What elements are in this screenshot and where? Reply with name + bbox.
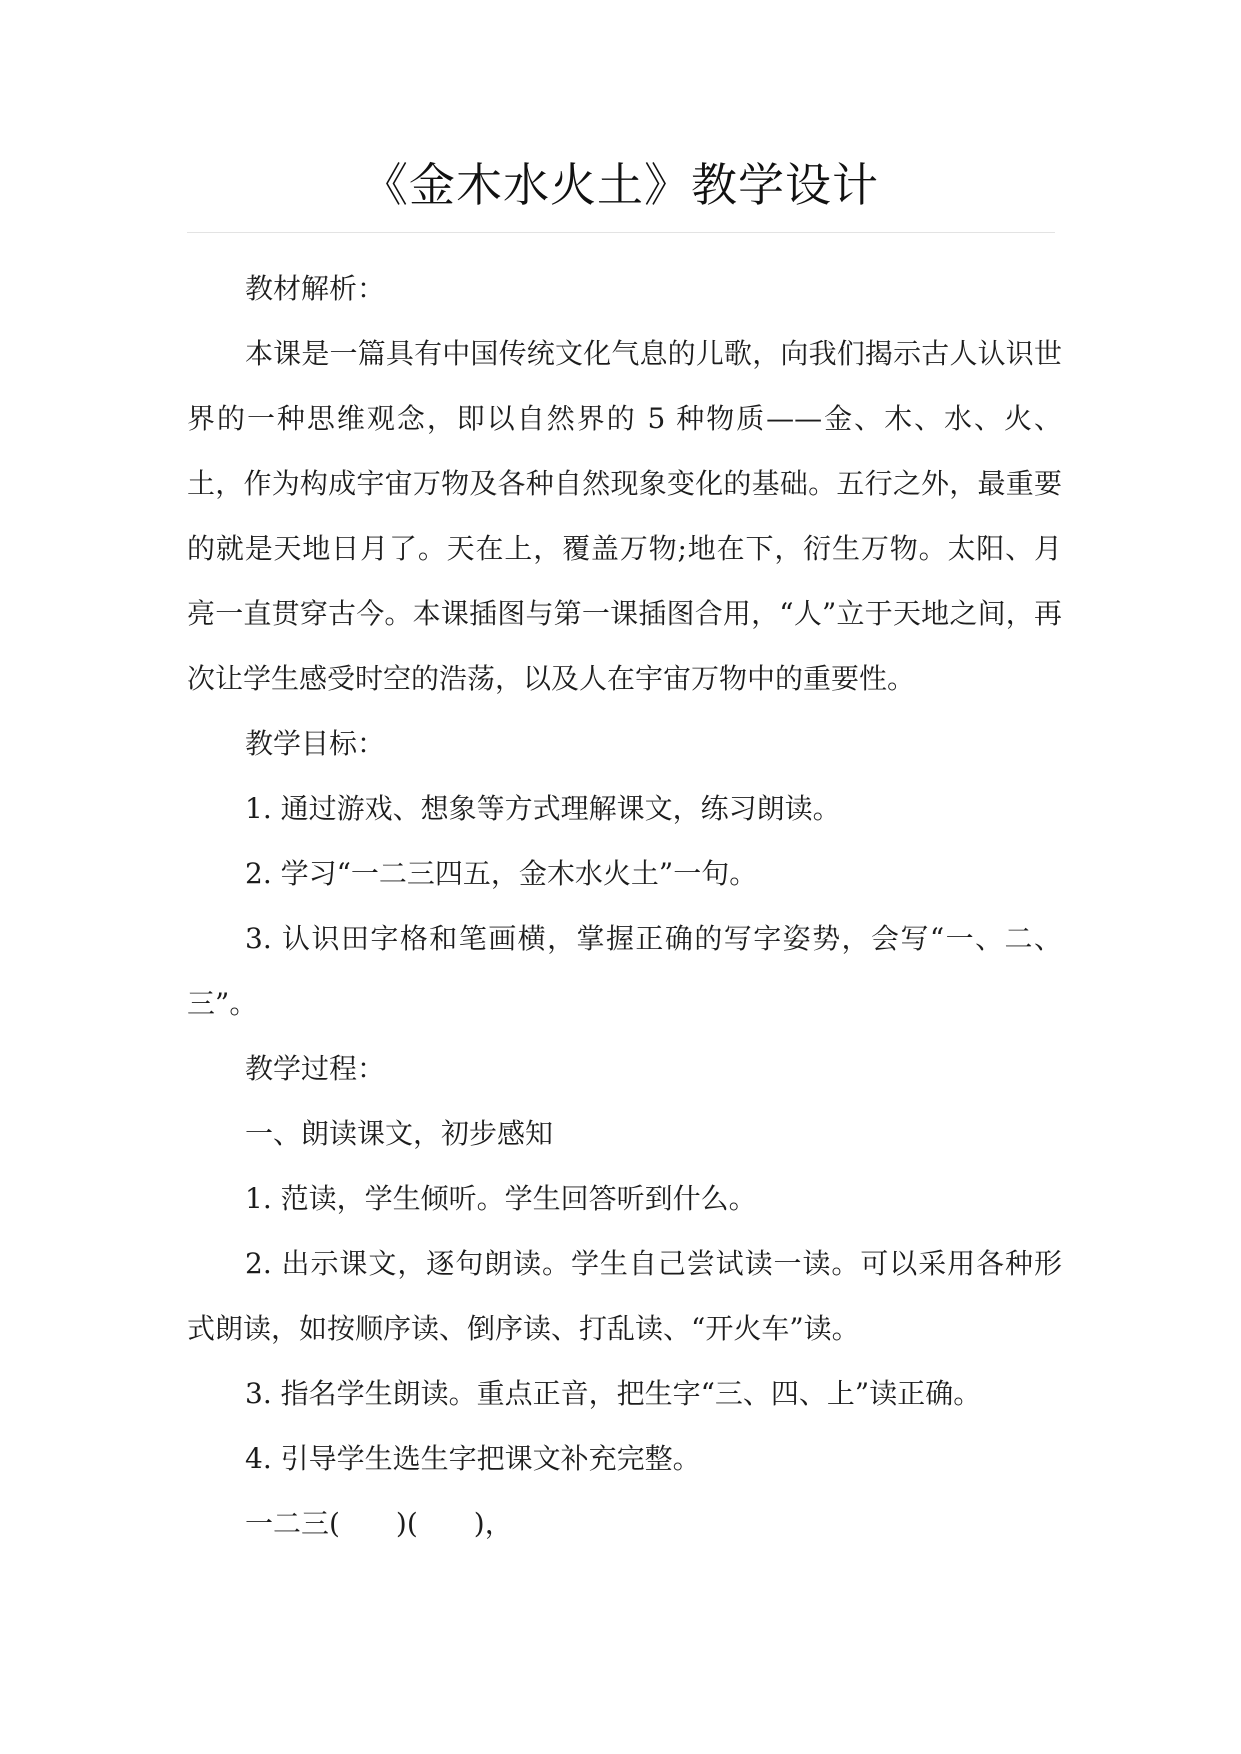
goal-item: 3. 认识田字格和笔画横，掌握正确的写字姿势，会写“一、二、三”。 (187, 922, 1062, 1020)
process-heading: 教学过程： (245, 1052, 386, 1085)
goal-item: 1. 通过游戏、想象等方式理解课文，练习朗读。 (245, 792, 841, 825)
step-section-heading: 一、朗读课文，初步感知 (245, 1117, 554, 1150)
analysis-paragraph: 本课是一篇具有中国传统文化气息的儿歌，向我们揭示古人认识世界的一种思维观念，即以自然界的 5 种物质——金、木、水、火、土，作为构成宇宙万物及各种自然现象变化的基础。五行之外，最重要的就是天地日月了。天在上，覆盖万物;地在下，衍生万物。太阳、月亮一直贯穿古今。本课插图与第一课插图合用，“人”立于天地之间，再次让学生感受时空的浩荡，以及人在宇宙万物中的重要性。 (187, 337, 1062, 695)
document-body (187, 256, 1062, 1556)
step-item: 3. 指名学生朗读。重点正音，把生字“三、四、上”读正确。 (245, 1377, 982, 1410)
fill-blank-line: 一二三( )( )， (245, 1507, 513, 1540)
step-item: 2. 出示课文，逐句朗读。学生自己尝试读一读。可以采用各种形式朗读，如按顺序读、倒序读、打乱读、“开火车”读。 (187, 1247, 1062, 1345)
step-item: 1. 范读，学生倾听。学生回答听到什么。 (245, 1182, 757, 1215)
page-title: 《金木水火土》教学设计 (362, 158, 879, 212)
analysis-heading: 教材解析： (245, 272, 386, 305)
title-divider (187, 232, 1055, 233)
step-item: 4. 引导学生选生字把课文补充完整。 (245, 1442, 701, 1475)
goals-heading: 教学目标： (245, 727, 386, 760)
goal-item: 2. 学习“一二三四五，金木水火土”一句。 (245, 857, 758, 890)
